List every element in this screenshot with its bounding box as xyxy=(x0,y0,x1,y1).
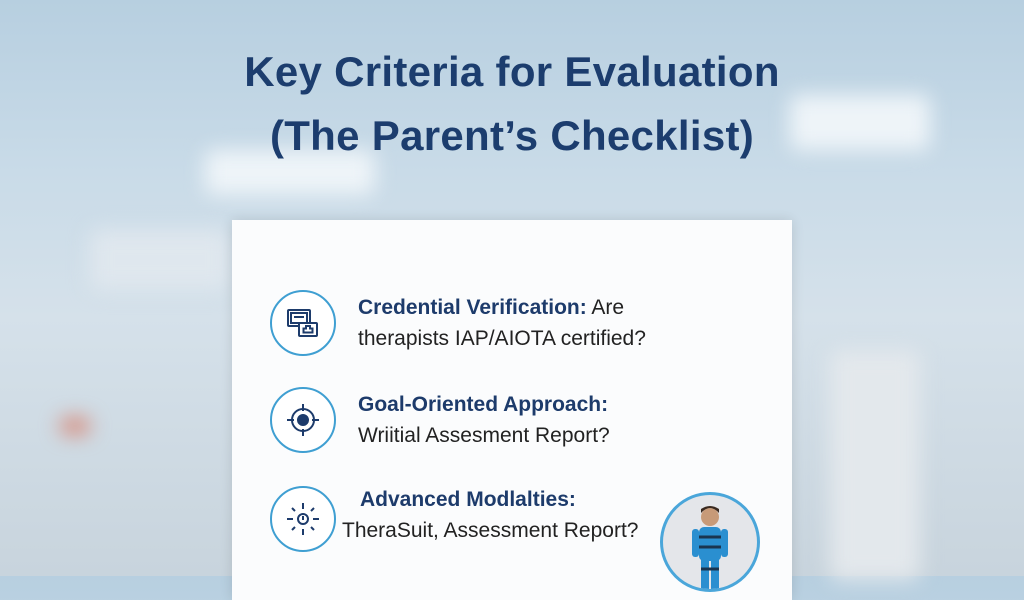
checklist-item-credentials xyxy=(270,290,770,360)
checklist-item-goals xyxy=(270,387,770,457)
item-heading: Goal-Oriented Approach: xyxy=(358,393,609,416)
item-text: Wriitial Assesment Report? xyxy=(358,424,610,447)
item-heading: Advanced Modlalties: xyxy=(360,488,576,511)
item-text: therapists IAP/AIOTA certified? xyxy=(358,327,646,350)
red-sign xyxy=(60,418,90,434)
title-line-1: Key Criteria for Evaluation xyxy=(244,48,780,95)
certificate-icon xyxy=(270,290,336,356)
door xyxy=(830,350,920,580)
sun-power-icon xyxy=(270,486,336,552)
checklist-card xyxy=(232,220,792,600)
item-heading: Credential Verification: xyxy=(358,296,587,319)
page-title xyxy=(0,40,1024,168)
child-therasuit-photo xyxy=(660,492,760,592)
wall-unit xyxy=(90,230,230,290)
title-line-2: (The Parent’s Checklist) xyxy=(269,112,755,159)
target-icon xyxy=(270,387,336,453)
item-text: TheraSuit, Assessment Report? xyxy=(342,519,639,542)
item-text: Are xyxy=(586,296,625,319)
